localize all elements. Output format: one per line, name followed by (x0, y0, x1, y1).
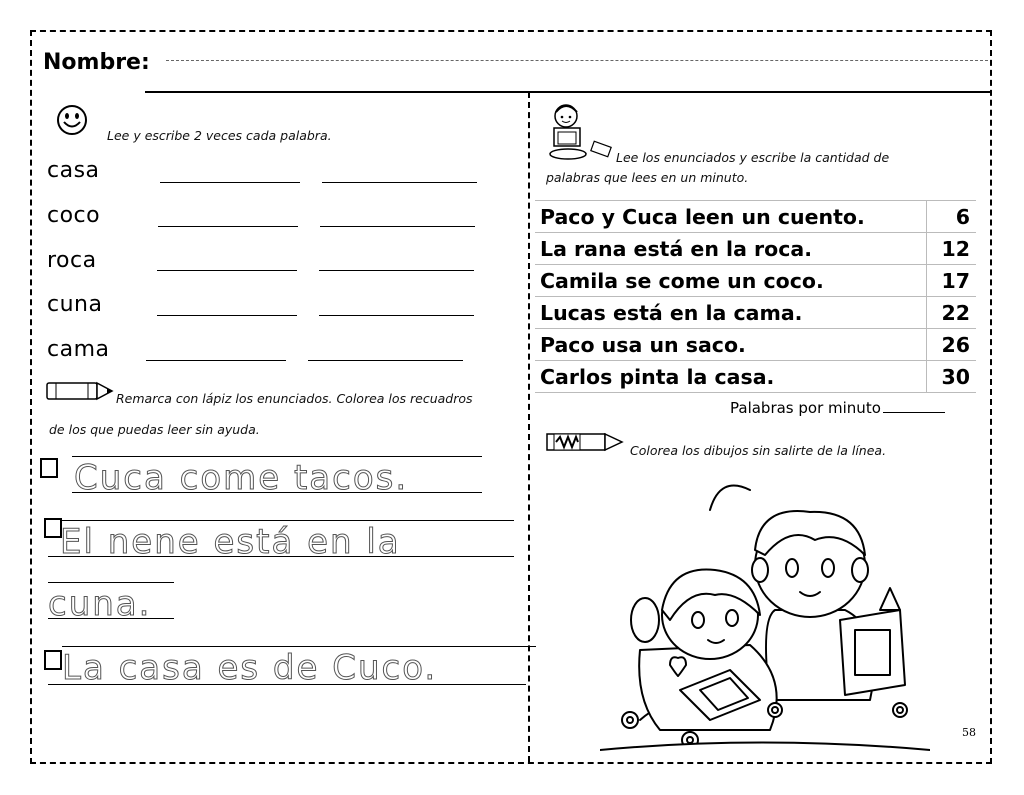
name-label: Nombre: (43, 50, 150, 75)
pencil-icon (46, 380, 114, 402)
checkbox-sentence-3[interactable] (44, 650, 62, 670)
instruction-trace-line1: Remarca con lápiz los enunciados. Colorea los recuadros (116, 391, 473, 406)
trace-sentence-2-cont[interactable]: cuna. (48, 584, 152, 624)
words-per-minute-field[interactable] (730, 399, 945, 417)
rule-base (48, 556, 514, 557)
reading-table (535, 200, 976, 393)
rule-base (48, 618, 174, 619)
smiley-icon (56, 104, 88, 136)
word-casa: casa (47, 158, 100, 183)
table-row (535, 265, 976, 297)
count-cell: 17 (927, 265, 977, 297)
word-coco: coco (47, 203, 101, 228)
instruction-read-sentences-1: Lee los enunciados y escribe la cantidad de (616, 150, 890, 165)
sentence-cell: Paco y Cuca leen un cuento. (535, 201, 927, 233)
count-cell: 22 (927, 297, 977, 329)
word-cama: cama (47, 337, 110, 362)
table-row (535, 361, 976, 393)
count-cell: 12 (927, 233, 977, 265)
word-cuna: cuna (47, 292, 103, 317)
rule-top (62, 520, 514, 521)
rule-top (72, 456, 482, 457)
name-dashed-line (166, 60, 988, 61)
sentence-cell: Carlos pinta la casa. (535, 361, 927, 393)
sentence-cell: La rana está en la roca. (535, 233, 927, 265)
write-line[interactable] (319, 270, 474, 271)
instruction-coloring: Colorea los dibujos sin salirte de la línea. (630, 443, 887, 458)
trace-sentence-1[interactable]: Cuca come tacos. (74, 458, 409, 498)
rule-base (72, 492, 482, 493)
instruction-read-sentences-2: palabras que lees en un minuto. (546, 170, 749, 185)
name-input-line[interactable] (145, 91, 990, 93)
words-per-minute-label: Palabras por minuto (730, 399, 881, 417)
rule-top (48, 582, 174, 583)
table-row (535, 297, 976, 329)
count-cell: 6 (927, 201, 977, 233)
sentence-cell: Camila se come un coco. (535, 265, 927, 297)
count-cell: 30 (927, 361, 977, 393)
table-row (535, 233, 976, 265)
checkbox-sentence-1[interactable] (40, 458, 58, 478)
trace-sentence-2[interactable]: El nene está en la (60, 522, 401, 562)
sentence-cell: Paco usa un saco. (535, 329, 927, 361)
instruction-trace-line2: de los que puedas leer sin ayuda. (49, 422, 260, 437)
write-line[interactable] (322, 182, 477, 183)
table-row (535, 329, 976, 361)
write-line[interactable] (320, 226, 475, 227)
child-reading-icon (548, 100, 616, 162)
crayon-icon (546, 430, 626, 454)
write-line[interactable] (157, 270, 297, 271)
trace-sentence-3[interactable]: La casa es de Cuco. (62, 648, 438, 688)
table-row (535, 201, 976, 233)
children-reading-illustration[interactable] (600, 470, 930, 760)
write-line[interactable] (319, 315, 474, 316)
sentence-cell: Lucas está en la cama. (535, 297, 927, 329)
write-line[interactable] (160, 182, 300, 183)
write-line[interactable] (146, 360, 286, 361)
write-line[interactable] (308, 360, 463, 361)
write-line[interactable] (158, 226, 298, 227)
count-cell: 26 (927, 329, 977, 361)
rule-base (48, 684, 526, 685)
word-roca: roca (47, 248, 97, 273)
write-line[interactable] (157, 315, 297, 316)
rule-top (62, 646, 536, 647)
column-divider (528, 92, 530, 762)
page-number: 58 (962, 726, 976, 739)
instruction-read-write: Lee y escribe 2 veces cada palabra. (107, 128, 332, 143)
words-per-minute-blank[interactable] (883, 412, 945, 413)
